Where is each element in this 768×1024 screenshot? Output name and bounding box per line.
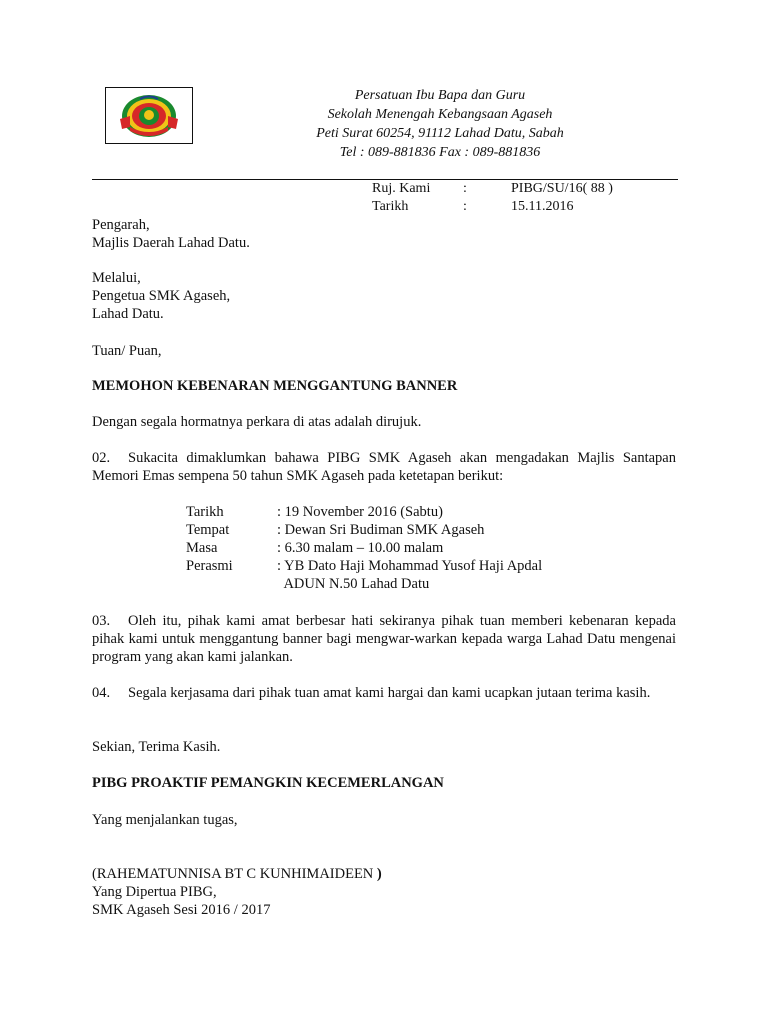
- detail-value: ADUN N.50 Lahad Datu: [277, 576, 430, 592]
- motto: PIBG PROAKTIF PEMANGKIN KECEMERLANGAN: [92, 775, 444, 791]
- signatory-title: Yang Dipertua PIBG,: [92, 884, 217, 900]
- paragraph-03: [92, 612, 676, 666]
- paragraph-text: Sukacita dimaklumkan bahawa PIBG SMK Agaseh akan mengadakan Majlis Santapan Memori Emas sempena 50 tahun SMK Agaseh pada ketetapan berikut:: [92, 450, 676, 484]
- detail-label: Tempat: [186, 522, 230, 538]
- reference-key: Ruj. Kami: [372, 181, 431, 196]
- signoff: Yang menjalankan tugas,: [92, 812, 238, 828]
- detail-value: : 6.30 malam – 10.00 malam: [277, 540, 444, 556]
- via-location: Lahad Datu.: [92, 306, 164, 322]
- via-label: Melalui,: [92, 270, 141, 286]
- signatory-name-close: ): [376, 866, 382, 882]
- reference-separator: :: [463, 181, 467, 196]
- closing-line: Sekian, Terima Kasih.: [92, 739, 221, 755]
- recipient-org: Majlis Daerah Lahad Datu.: [92, 235, 250, 251]
- reference-value: PIBG/SU/16( 88 ): [511, 181, 613, 196]
- reference-key: Tarikh: [372, 199, 409, 214]
- paragraph-number: 02.: [92, 450, 111, 466]
- paragraph-number: 04.: [92, 685, 111, 701]
- detail-label: Masa: [186, 540, 218, 556]
- letterhead-association: Persatuan Ibu Bapa dan Guru: [354, 88, 526, 103]
- recipient-title: Pengarah,: [92, 217, 150, 233]
- header-divider: [92, 179, 678, 180]
- letterhead: [250, 86, 630, 162]
- via-principal: Pengetua SMK Agaseh,: [92, 288, 231, 304]
- school-crest-logo: [116, 91, 182, 141]
- reference-value: 15.11.2016: [511, 199, 574, 214]
- recipient-block: [92, 216, 676, 252]
- paragraph-text: Segala kerjasama dari pihak tuan amat kami hargai dan kami ucapkan jutaan terima kasih.: [128, 685, 651, 701]
- subject-heading: MEMOHON KEBENARAN MENGGANTUNG BANNER: [92, 378, 458, 394]
- detail-value: : YB Dato Haji Mohammad Yusof Haji Apdal: [277, 558, 543, 574]
- signatory-org: SMK Agaseh Sesi 2016 / 2017: [92, 902, 271, 918]
- letterhead-school: Sekolah Menengah Kebangsaan Agaseh: [327, 107, 553, 122]
- paragraph-text: Oleh itu, pihak kami amat berbesar hati sekiranya pihak tuan memberi kebenaran kepada pihak kami untuk menggantung banner bagi mengwar-warkan kepada warga Lahad Datu mengenai program yang akan kami jalankan.: [92, 613, 676, 665]
- signatory-name-text: (RAHEMATUNNISA BT C KUNHIMAIDEEN: [92, 866, 377, 882]
- paragraph-number: 03.: [92, 613, 111, 629]
- detail-label: Perasmi: [186, 558, 233, 574]
- salutation: Tuan/ Puan,: [92, 343, 162, 359]
- paragraph-02: [92, 449, 676, 485]
- letterhead-phone: Tel : 089-881836 Fax : 089-881836: [339, 145, 541, 160]
- logo-frame: [105, 87, 193, 144]
- opening-line: Dengan segala hormatnya perkara di atas adalah dirujuk.: [92, 414, 422, 430]
- signatory-name: [92, 865, 676, 883]
- letterhead-address: Peti Surat 60254, 91112 Lahad Datu, Sabah: [316, 126, 564, 141]
- detail-value: : Dewan Sri Budiman SMK Agaseh: [277, 522, 485, 538]
- detail-label: Tarikh: [186, 504, 224, 520]
- via-block: [92, 269, 676, 323]
- reference-separator: :: [463, 199, 467, 214]
- signatory-block: [92, 865, 676, 919]
- detail-value: : 19 November 2016 (Sabtu): [277, 504, 443, 520]
- paragraph-04: [92, 684, 676, 702]
